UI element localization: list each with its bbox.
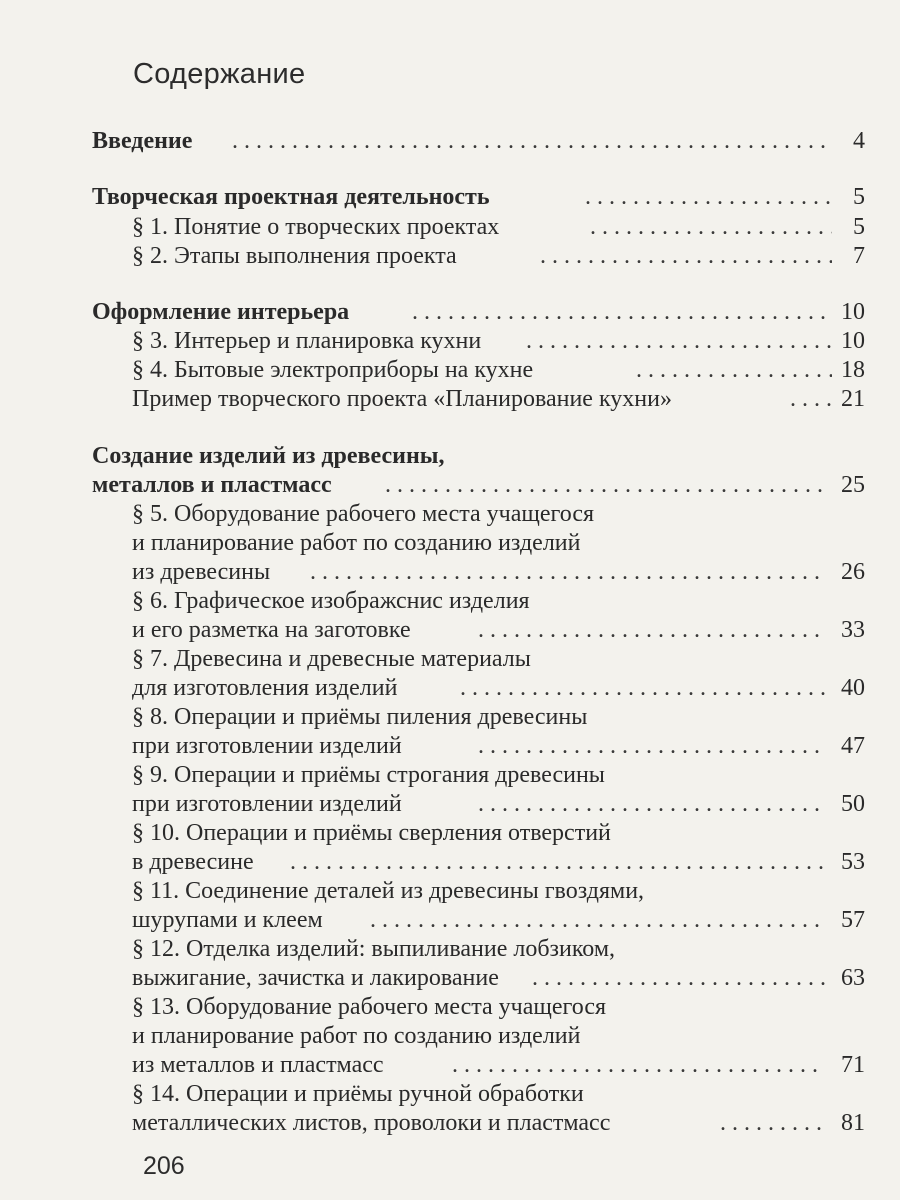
entry-title: металлических листов, проволоки и пластмасс [132,1110,611,1136]
dot-leader [370,905,825,935]
toc-entry [0,528,900,558]
dot-leader [460,673,825,703]
entry-title: Введение [92,128,193,154]
entry-title: § 12. Отделка изделий: выпиливание лобзиком, [132,936,616,962]
entry-title: § 11. Соединение деталей из древесины гвоздями, [132,878,645,904]
entry-title: § 4. Бытовые электроприборы на кухне [132,357,534,383]
dot-leader [532,963,825,993]
entry-page: 47 [841,733,865,759]
entry-page: 10 [841,328,865,354]
page-title: Содержание [133,58,306,90]
toc-entry [0,992,900,1022]
entry-page: 10 [841,299,865,325]
entry-title: § 14. Операции и приёмы ручной обработки [132,1081,584,1107]
toc-entry [0,126,900,156]
toc-entry [0,1108,900,1138]
entry-page: 53 [841,849,865,875]
toc-entry [0,355,900,385]
dot-leader [478,789,825,819]
toc-entry [0,212,900,242]
entry-title: § 1. Понятие о творческих проектах [132,214,500,240]
entry-page: 40 [841,675,865,701]
dot-leader [540,241,832,271]
toc-entry [0,789,900,819]
toc-entry [0,441,900,471]
dot-leader [590,212,832,242]
toc-entry [0,297,900,327]
dot-leader [232,126,832,156]
entry-page: 81 [841,1110,865,1136]
toc-entry [0,470,900,500]
toc-entry [0,760,900,790]
entry-page: 71 [841,1052,865,1078]
dot-leader [412,297,832,327]
entry-title: шурупами и клеем [132,907,323,933]
entry-title: и планирование работ по созданию изделий [132,530,581,556]
entry-title: металлов и пластмасс [92,472,332,498]
toc-entry [0,384,900,414]
entry-title: § 7. Древесина и древесные материалы [132,646,531,672]
dot-leader [585,182,832,212]
page-number: 206 [143,1152,185,1180]
toc-entry [0,702,900,732]
toc-entry [0,876,900,906]
toc-entry [0,847,900,877]
toc-entry [0,644,900,674]
dot-leader [452,1050,825,1080]
entry-title: § 10. Операции и приёмы сверления отверстий [132,820,611,846]
toc-entry [0,1079,900,1109]
entry-title: при изготовлении изделий [132,791,402,817]
dot-leader [720,1108,825,1138]
dot-leader [478,615,825,645]
entry-page: 33 [841,617,865,643]
entry-title: из металлов и пластмасс [132,1052,384,1078]
toc-entry [0,963,900,993]
toc-entry [0,182,900,212]
dot-leader [385,470,825,500]
entry-title: § 6. Графическое изображснис изделия [132,588,530,614]
dot-leader [636,355,832,385]
toc-entry [0,673,900,703]
entry-title: § 3. Интерьер и планировка кухни [132,328,482,354]
entry-title: § 2. Этапы выполнения проекта [132,243,457,269]
entry-page: 57 [841,907,865,933]
toc-entry [0,1050,900,1080]
entry-page: 25 [841,472,865,498]
toc-entry [0,586,900,616]
entry-page: 21 [841,386,865,412]
entry-page: 5 [853,184,865,210]
entry-title: § 9. Операции и приёмы строгания древесины [132,762,605,788]
toc-entry [0,499,900,529]
entry-title: из древесины [132,559,271,585]
entry-page: 63 [841,965,865,991]
dot-leader [290,847,825,877]
entry-title: и его разметка на заготовке [132,617,411,643]
entry-title: и планирование работ по созданию изделий [132,1023,581,1049]
dot-leader [478,731,825,761]
dot-leader [790,384,832,414]
toc-entry [0,905,900,935]
toc-entry [0,326,900,356]
entry-title: Оформление интерьера [92,299,350,325]
entry-page: 7 [853,243,865,269]
entry-title: § 8. Операции и приёмы пиления древесины [132,704,588,730]
toc-entry [0,615,900,645]
entry-page: 5 [853,214,865,240]
entry-title: § 13. Оборудование рабочего места учащегося [132,994,607,1020]
toc-entry [0,934,900,964]
dot-leader [526,326,832,356]
entry-title: для изготовления изделий [132,675,398,701]
toc-entry [0,557,900,587]
entry-title: § 5. Оборудование рабочего места учащегося [132,501,595,527]
entry-title: в древесине [132,849,254,875]
entry-title: Творческая проектная деятельность [92,184,490,210]
entry-title: выжигание, зачистка и лакирование [132,965,499,991]
entry-page: 4 [853,128,865,154]
entry-page: 50 [841,791,865,817]
entry-page: 26 [841,559,865,585]
dot-leader [310,557,825,587]
entry-title: Создание изделий из древесины, [92,443,445,469]
toc-entry [0,818,900,848]
toc-entry [0,731,900,761]
entry-title: Пример творческого проекта «Планирование кухни» [132,386,672,412]
entry-page: 18 [841,357,865,383]
toc-entry [0,1021,900,1051]
toc-entry [0,241,900,271]
entry-title: при изготовлении изделий [132,733,402,759]
